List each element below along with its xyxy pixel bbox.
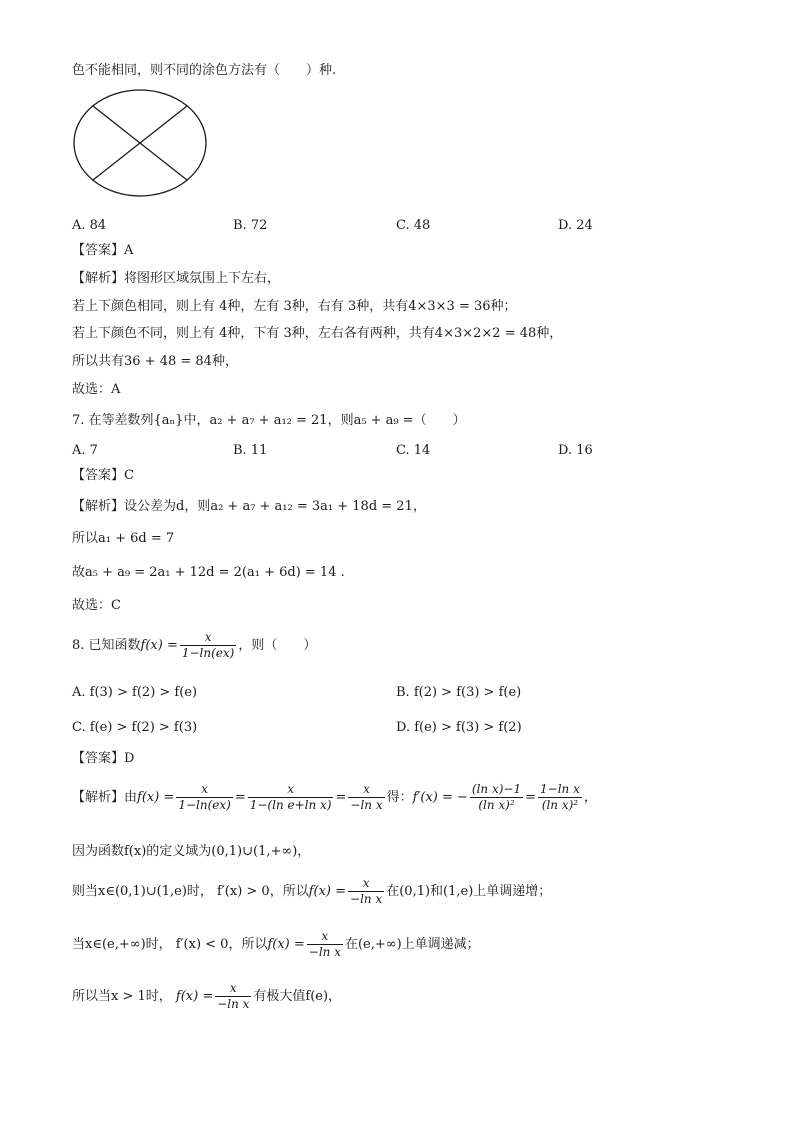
- q7-option-c: C. 14: [396, 443, 431, 458]
- q8-analysis-4: [72, 929, 480, 960]
- q8-analysis-1-end: ，: [583, 790, 597, 805]
- q8-analysis-4-prefix: 当x∈(e,+∞)时， f′(x) < 0，所以: [72, 937, 268, 952]
- q6-analysis-5: 故选：A: [72, 382, 121, 397]
- q8-option-b: B. f(2) > f(3) > f(e): [396, 685, 522, 700]
- q7-option-a: A. 7: [72, 443, 98, 458]
- q6-stem-tail: 色不能相同，则不同的涂色方法有（ ）种.: [72, 63, 337, 78]
- q8-answer: 【答案】D: [72, 751, 135, 766]
- fraction-numerator: 1−ln x: [540, 782, 580, 796]
- fraction-denominator: −ln x: [350, 798, 383, 812]
- q8-analysis-5-fraction: [215, 981, 251, 1012]
- q8-analysis-1-derivative: f′(x) = −: [412, 790, 468, 805]
- q8-analysis-5-func: f(x) =: [175, 989, 214, 1004]
- q8-analysis-4-fraction: [307, 929, 343, 960]
- q8-stem-func: f(x) =: [140, 638, 178, 653]
- q8-analysis-5-suffix: 有极大值f(e)，: [253, 989, 342, 1004]
- fraction-numerator: x: [215, 981, 251, 997]
- q6-analysis-4: 所以共有36 + 48 = 84种，: [72, 354, 238, 369]
- equals-sign: =: [525, 790, 537, 805]
- q8-analysis-1: [72, 782, 597, 813]
- equals-sign: =: [335, 790, 347, 805]
- q8-analysis-3-fraction: [348, 876, 384, 907]
- q7-option-b: B. 11: [233, 443, 268, 458]
- q8-stem-suffix: ，则（ ）: [238, 638, 317, 653]
- circle-cross-figure: [72, 88, 208, 198]
- fraction-denominator: (ln x)²: [478, 798, 515, 812]
- equals-sign: =: [234, 790, 246, 805]
- fraction-denominator: 1−(ln e+ln x): [249, 798, 332, 812]
- q8-analysis-5-prefix: 所以当x > 1时，: [72, 989, 176, 1004]
- fraction-numerator: x: [307, 929, 343, 945]
- q6-analysis-1: 【解析】将图形区域氛围上下左右，: [72, 271, 281, 286]
- q7-option-d: D. 16: [558, 443, 593, 458]
- fraction-numerator: x: [348, 782, 384, 798]
- q8-option-d: D. f(e) > f(3) > f(2): [396, 720, 522, 735]
- fraction-denominator: 1−ln(ex): [178, 798, 231, 812]
- q8-analysis-3: [72, 876, 551, 907]
- q6-option-d: D. 24: [558, 218, 593, 233]
- fraction-numerator: x: [248, 782, 334, 798]
- q8-analysis-3-func: f(x) =: [308, 884, 347, 899]
- q7-analysis-1: 【解析】设公差为d，则a₂ + a₇ + a₁₂ = 3a₁ + 18d = 21，: [72, 499, 426, 514]
- q8-analysis-1-frac-5: [538, 782, 582, 813]
- q6-analysis-3: 若上下颜色不同，则上有 4种，下有 3种，左右各有两种，共有4×3×2×2 = 48种，: [72, 326, 563, 341]
- q6-option-b: B. 72: [233, 218, 268, 233]
- q7-answer: 【答案】C: [72, 468, 134, 483]
- fraction-denominator: −ln x: [217, 997, 250, 1011]
- q8-analysis-1-frac-4: [470, 782, 523, 813]
- q6-option-a: A. 84: [72, 218, 107, 233]
- q8-analysis-3-suffix: 在(0,1)和(1,e)上单调递增；: [386, 884, 552, 899]
- q6-option-c: C. 48: [396, 218, 431, 233]
- q8-analysis-1-frac-2: [248, 782, 334, 813]
- q7-analysis-4: 故选：C: [72, 598, 121, 613]
- fraction-denominator: (ln x)²: [541, 798, 579, 812]
- q8-analysis-1-frac-1: [176, 782, 233, 813]
- fraction-numerator: x: [176, 782, 233, 798]
- q8-option-a: A. f(3) > f(2) > f(e): [72, 685, 198, 700]
- q8-analysis-3-prefix: 则当x∈(0,1)∪(1,e)时， f′(x) > 0，所以: [72, 884, 309, 899]
- q8-analysis-5: [72, 981, 341, 1012]
- fraction-numerator: x: [180, 630, 237, 646]
- q8-stem: [72, 630, 316, 661]
- fraction-numerator: (ln x)−1: [471, 782, 522, 796]
- q8-analysis-1-de: 得：: [386, 790, 413, 805]
- fraction-denominator: −ln x: [350, 892, 383, 906]
- q8-analysis-2: 因为函数f(x)的定义域为(0,1)∪(1,+∞)，: [72, 844, 311, 859]
- q8-option-c: C. f(e) > f(2) > f(3): [72, 720, 198, 735]
- q8-stem-fraction: [180, 630, 237, 661]
- q8-stem-prefix: 8. 已知函数: [72, 638, 141, 653]
- fraction-denominator: −ln x: [308, 945, 341, 959]
- q8-analysis-4-suffix: 在(e,+∞)上单调递减；: [344, 937, 480, 952]
- q8-analysis-1-func: f(x) =: [137, 790, 175, 805]
- q6-analysis-2: 若上下颜色相同，则上有 4种，左有 3种，右有 3种，共有4×3×3 = 36种；: [72, 299, 517, 314]
- q7-analysis-2: 所以a₁ + 6d = 7: [72, 531, 175, 546]
- fraction-numerator: x: [348, 876, 384, 892]
- q7-stem: 7. 在等差数列{aₙ}中，a₂ + a₇ + a₁₂ = 21，则a₅ + a₉ =（ ）: [72, 413, 466, 428]
- q7-analysis-3: 故a₅ + a₉ = 2a₁ + 12d = 2(a₁ + 6d) = 14 .: [72, 565, 345, 580]
- fraction-denominator: 1−ln(ex): [181, 646, 235, 660]
- q8-analysis-1-prefix: 【解析】由: [72, 790, 138, 805]
- q8-analysis-4-func: f(x) =: [267, 937, 305, 952]
- q8-analysis-1-frac-3: [348, 782, 384, 813]
- q6-answer: 【答案】A: [72, 243, 134, 258]
